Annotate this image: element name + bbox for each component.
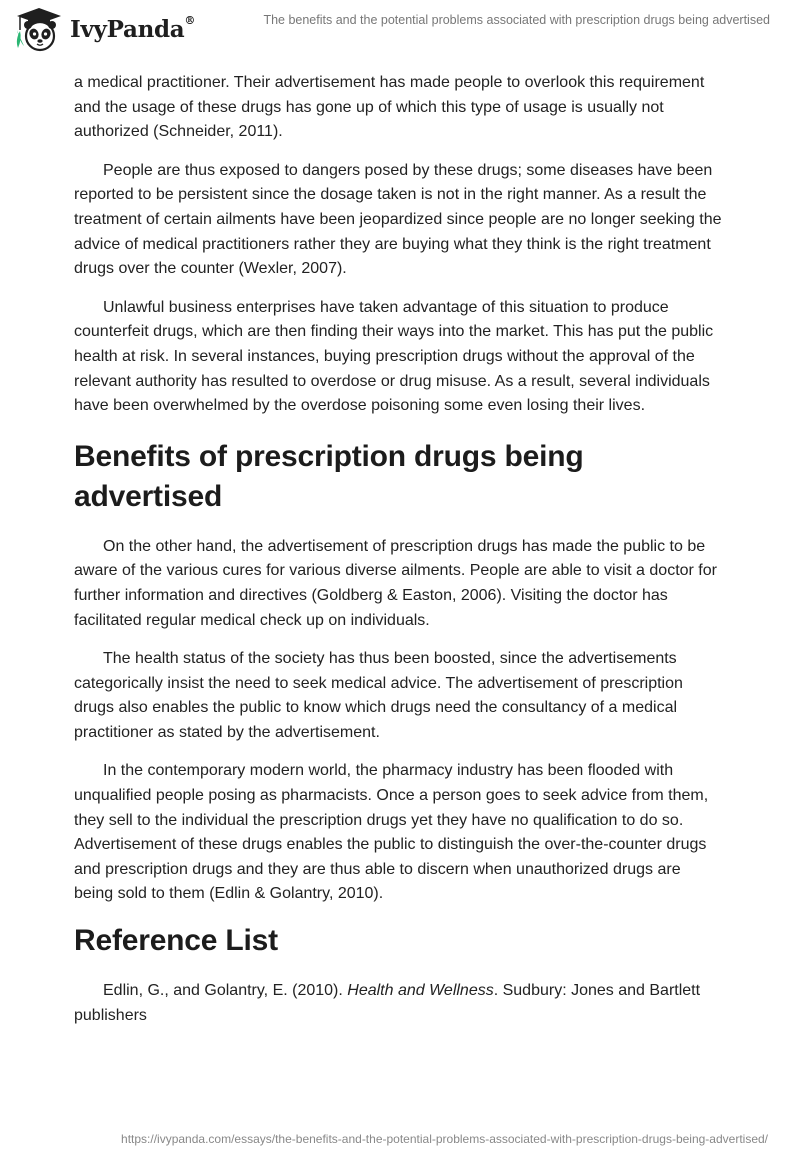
section-heading-benefits: Benefits of prescription drugs being advertised [74,439,584,513]
essay-content [74,71,724,1042]
paragraph: On the other hand, the advertisement of prescription drugs has made the public to be aware of the various cures for various diverse ailments. People are able to visit a doctor for further information and directives (Goldberg & Easton, 2006). Visiting the doctor has facilitated regular medical check up on individuals. [74,537,717,629]
source-url[interactable]: https://ivypanda.com/essays/the-benefits-and-the-potential-problems-associated-with-prescription-drugs-being-advertised/ [121,1132,768,1146]
running-title: The benefits and the potential problems associated with prescription drugs being advertised [263,13,770,27]
paragraph: a medical practitioner. Their advertisement has made people to overlook this requirement and the usage of these drugs has gone up of which this type of usage is usually not authorized (Schneider, 2011). [74,74,705,141]
paragraph: People are thus exposed to dangers posed by these drugs; some diseases have been reported to be persistent since the dosage taken is not in the right manner. As a result the treatment of certain ailments have been jeopardized since people are no longer seeking the advice of medical practitioners rather they are buying what they think is the right treatment drugs over the counter (Wexler, 2007). [74,161,722,278]
section-heading-references: Reference List [74,924,278,958]
reference-title: Health and Wellness [347,982,494,1000]
brand-name: IvyPanda® [70,13,196,43]
paragraph: Unlawful business enterprises have taken advantage of this situation to produce counterfeit drugs, which are then finding their ways into the market. This has put the public health at risk. In several instances, buying prescription drugs without the approval of the relevant authority has resulted to overdose or drug misuse. As a result, several individuals have been overwhelmed by the overdose poisoning some even losing their lives. [74,298,714,415]
panda-graduate-icon [14,6,64,52]
ivypanda-logo[interactable] [14,6,195,52]
paragraph: The health status of the society has thus been boosted, since the advertisements categorically insist the need to seek medical advice. The advertisement of prescription drugs also enables the public to know which drugs need the consultancy of a medical practitioner as stated by the advertisement. [74,650,683,741]
reference-entry: Edlin, G., and Golantry, E. (2010). Health and Wellness. Sudbury: Jones and Bartlett publishers [74,982,701,1024]
paragraph: In the contemporary modern world, the pharmacy industry has been flooded with unqualified people posing as pharmacists. Once a person goes to seek advice from them, they sell to the individual the prescription drugs yet they have no qualification to do so. Advertisement of these drugs enables the public to distinguish the over-the-counter drugs and prescription drugs and they are thus able to discern when unauthorized drugs are being sold to them (Edlin & Golantry, 2010). [74,762,709,903]
page-header [0,0,800,70]
